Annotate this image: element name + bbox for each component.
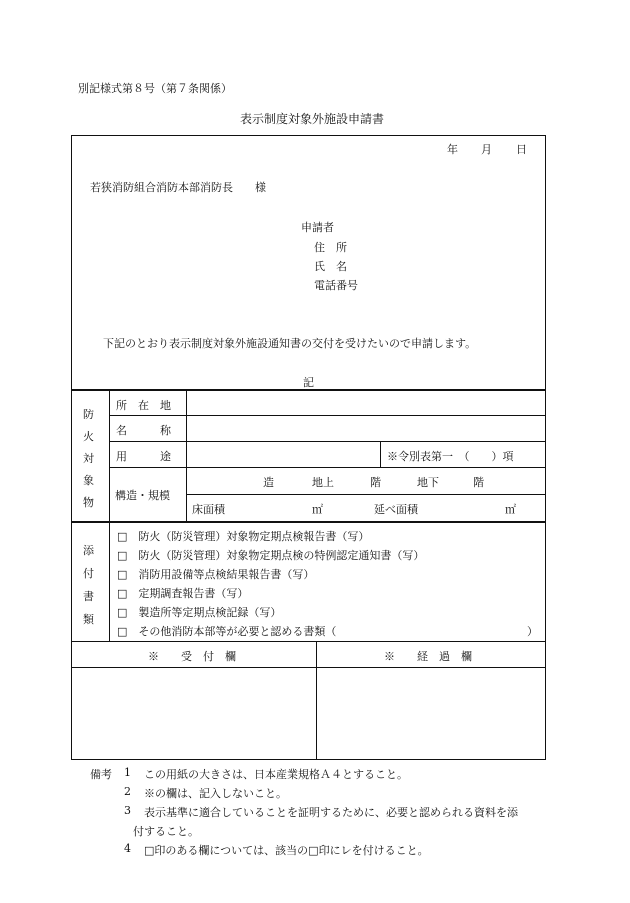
addressee: 若狭消防組合消防本部消防長 様 [90, 181, 266, 194]
notes-label: 備考 [90, 768, 112, 781]
divider [109, 415, 546, 416]
applicant-name: 氏 名 [314, 260, 347, 273]
ki-label: 記 [303, 376, 314, 389]
divider [109, 390, 110, 522]
applicant-label: 申請者 [301, 221, 334, 234]
target-label-4: 象 [83, 474, 94, 487]
location-label: 所 在 地 [116, 399, 171, 412]
divider [380, 442, 381, 467]
note-num-2: 2 [124, 785, 131, 798]
divider [109, 467, 546, 468]
divider [109, 441, 546, 442]
use-label: 用 途 [116, 450, 171, 463]
target-label-1: 防 [83, 408, 94, 421]
note-text-3: 表示基準に適合していることを証明するために、必要と認められる資料を添 [144, 806, 518, 819]
structure-floor-2: 階 [473, 476, 484, 489]
reception-field [72, 668, 315, 759]
divider [186, 494, 546, 495]
note-text-3-cont: 付すること。 [133, 825, 199, 838]
form-number: 別記様式第８号（第７条関係） [78, 82, 232, 95]
target-label-2: 火 [83, 430, 94, 443]
structure-label: 構造・規模 [115, 489, 170, 502]
attachment-item-6[interactable]: □ その他消防本部等が必要と認める書類（ [117, 625, 337, 638]
page-title: 表示制度対象外施設申請書 [240, 112, 385, 126]
note-text-2: ※の欄は、記入しないこと。 [144, 787, 287, 800]
target-label-3: 対 [83, 452, 94, 465]
structure-zo: 造 [263, 476, 274, 489]
note-num-3: 3 [124, 804, 131, 817]
date-month: 月 [481, 143, 492, 156]
attach-label-3: 書 [83, 590, 94, 603]
note-num-4: 4 [124, 842, 131, 855]
attach-label-4: 類 [83, 613, 94, 626]
attachment-item-4[interactable]: □ 定期調査報告書（写） [117, 587, 249, 600]
structure-floor-1: 階 [370, 476, 381, 489]
structure-above: 地上 [312, 476, 334, 489]
note-num-1: 1 [124, 766, 131, 779]
attachment-item-3[interactable]: □ 消防用設備等点検結果報告書（写） [117, 568, 315, 581]
note-text-1: この用紙の大きさは、日本産業規格Ａ４とすること。 [144, 768, 408, 781]
attachment-item-1[interactable]: □ 防火（防災管理）対象物定期点検報告書（写） [117, 530, 370, 543]
statement: 下記のとおり表示制度対象外施設通知書の交付を受けたいので申請します。 [103, 337, 477, 350]
floor-area-label: 床面積 [192, 503, 225, 516]
applicant-phone: 電話番号 [314, 279, 358, 292]
total-area-label: 延べ面積 [374, 503, 418, 516]
date-day: 日 [516, 143, 527, 156]
structure-below: 地下 [417, 476, 439, 489]
total-area-unit: ㎡ [505, 503, 516, 516]
attachment-item-2[interactable]: □ 防火（防災管理）対象物定期点検の特例認定通知書（写） [117, 549, 425, 562]
name-label: 名 称 [116, 424, 171, 437]
progress-header: ※ 経 過 欄 [384, 650, 472, 663]
attach-label-1: 添 [83, 544, 94, 557]
date-year: 年 [447, 143, 458, 156]
note-text-4: □印のある欄については、該当の□印にレを付けること。 [144, 844, 429, 857]
reception-header: ※ 受 付 欄 [148, 650, 236, 663]
section-divider [71, 521, 546, 523]
divider [71, 641, 546, 642]
target-label-5: 物 [83, 496, 94, 509]
divider [186, 390, 187, 522]
progress-field [317, 668, 545, 759]
floor-area-unit: ㎡ [312, 503, 323, 516]
use-classification: ※令別表第一 （ ）項 [387, 450, 514, 463]
attachment-item-5[interactable]: □ 製造所等定期点検記録（写） [117, 606, 282, 619]
attach-label-2: 付 [83, 567, 94, 580]
attachment-close-paren: ） [527, 625, 538, 638]
section-divider [71, 389, 546, 391]
divider [109, 523, 110, 641]
applicant-address: 住 所 [314, 241, 347, 254]
